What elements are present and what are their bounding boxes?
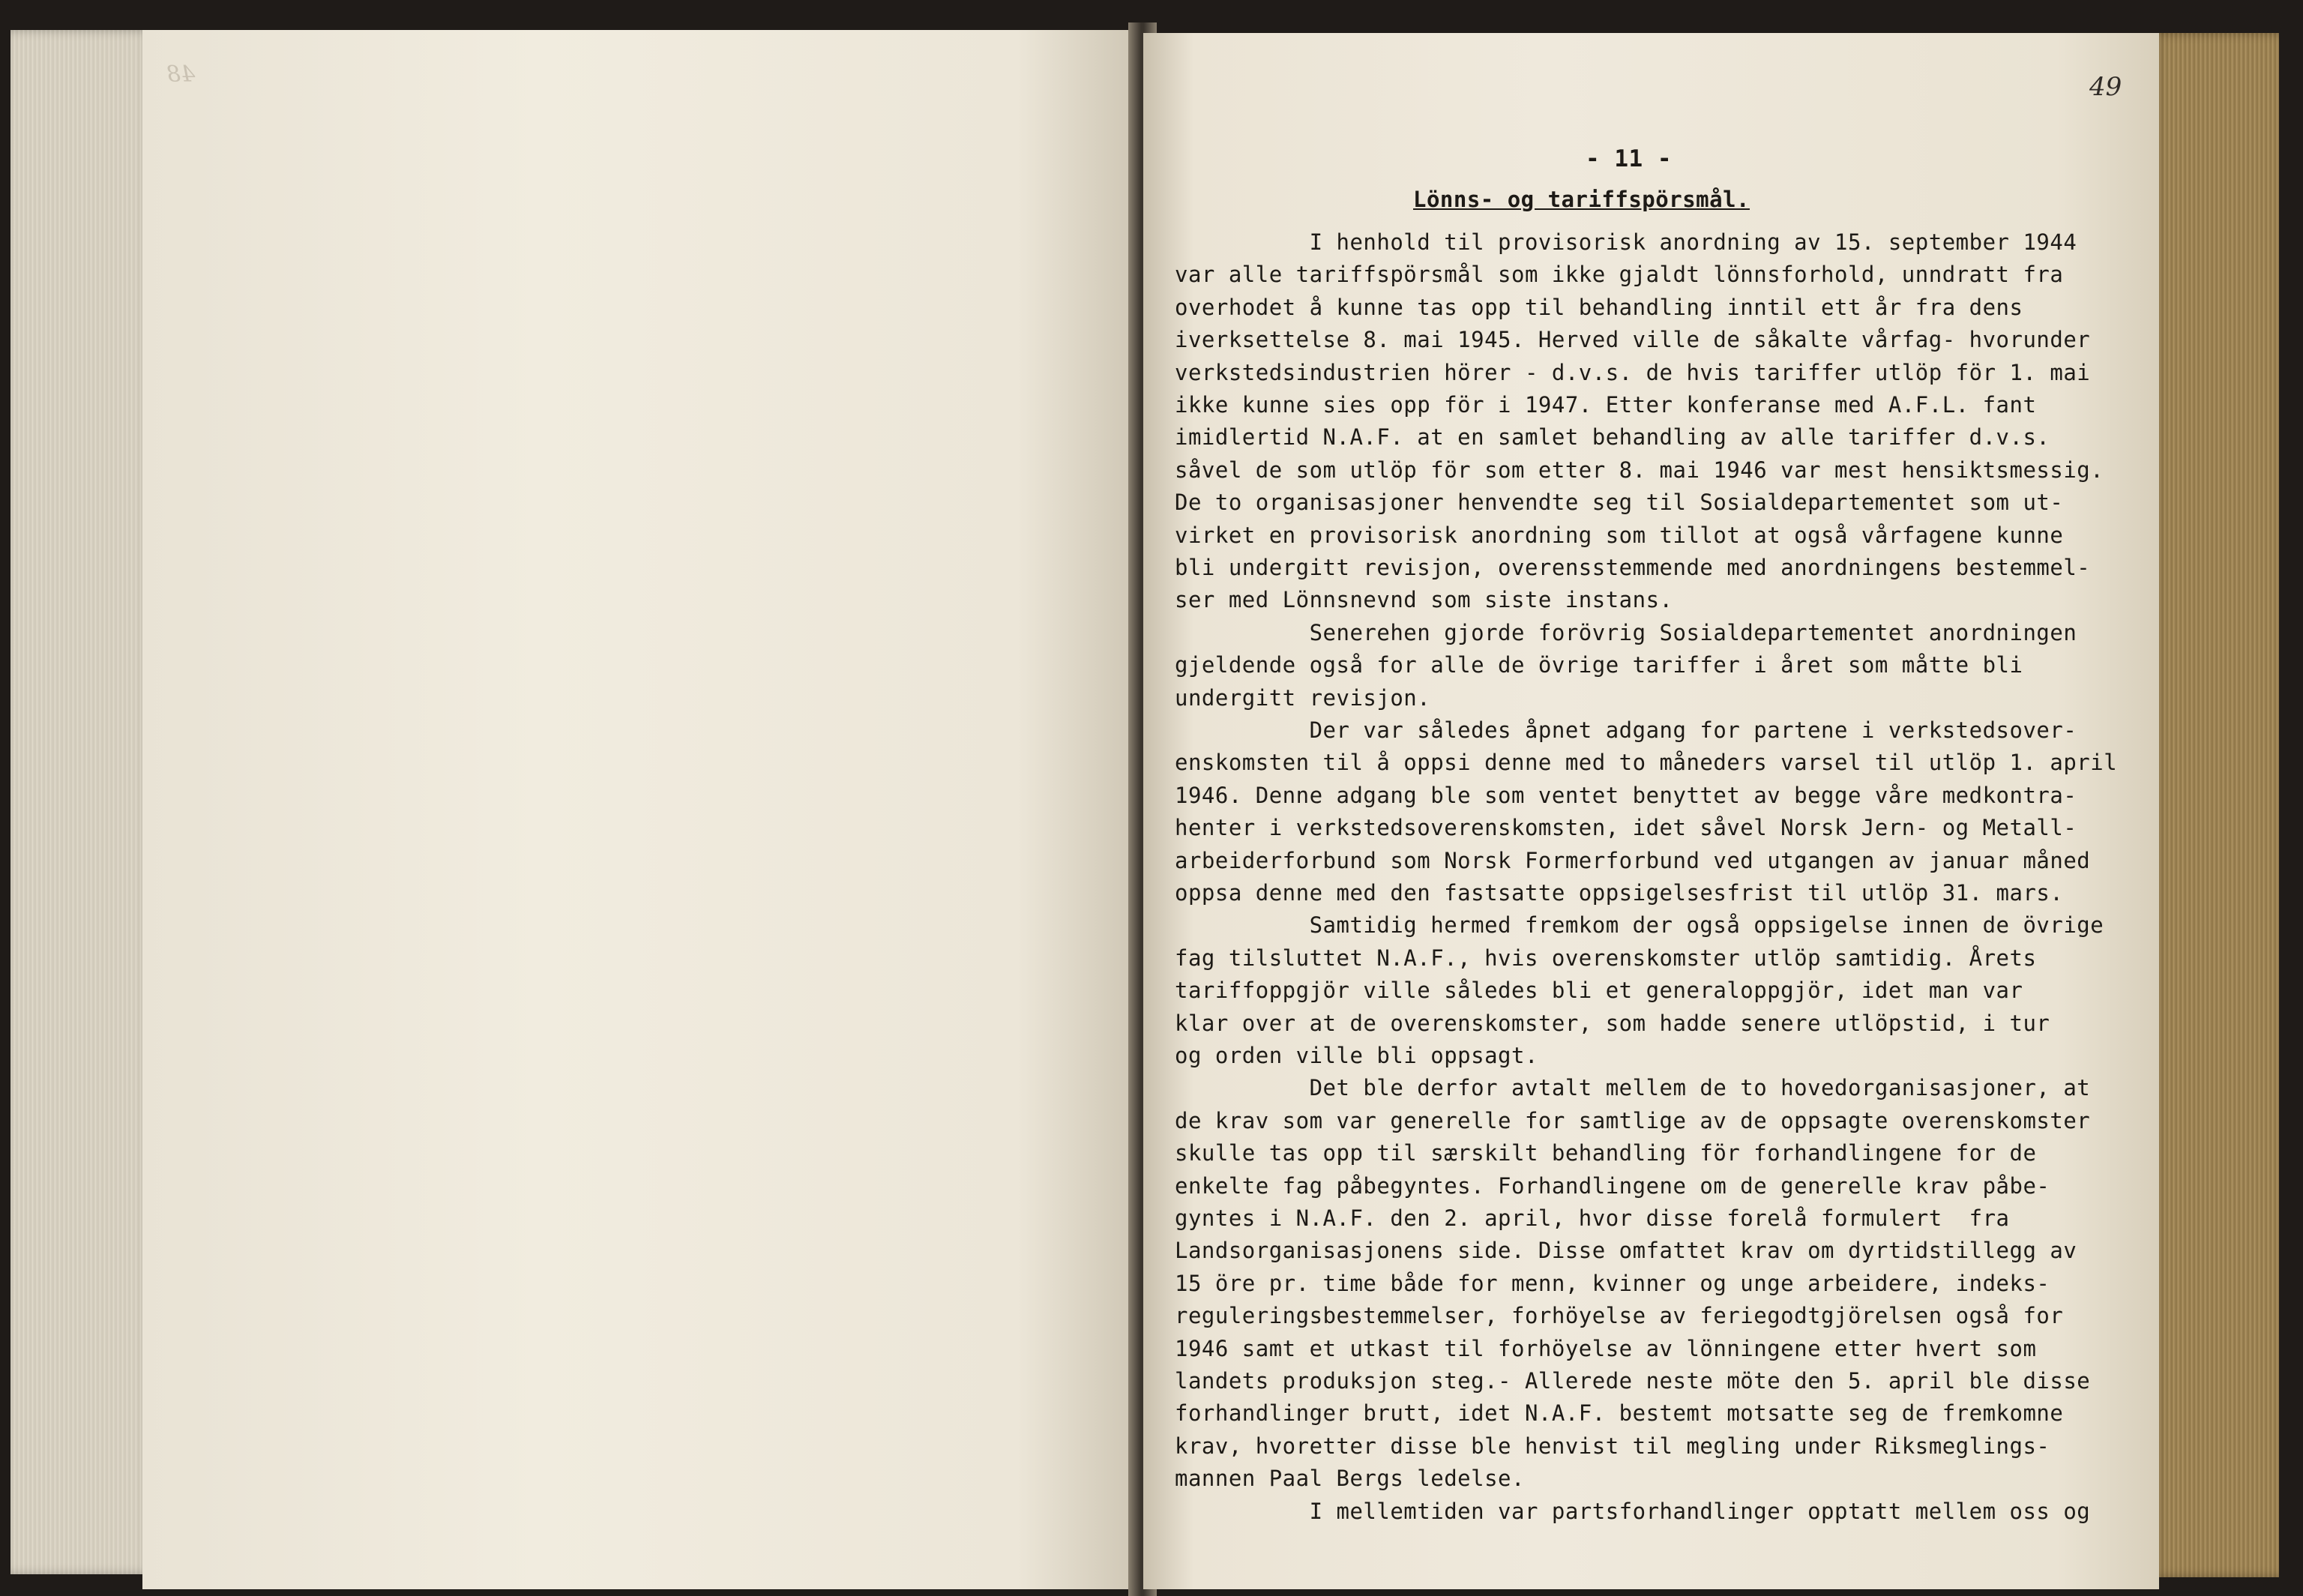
text-line: ser med Lönnsnevnd som siste instans.: [1175, 587, 1673, 613]
text-line: Samtidig hermed fremkom der også oppsigelse innen de övrige: [1175, 912, 2104, 939]
text-line: de krav som var generelle for samtlige av de oppsagte overenskomster: [1175, 1107, 2091, 1133]
left-page-edges: [10, 30, 153, 1574]
text-line: gjeldende også for alle de övrige tariffer i året som måtte bli: [1175, 652, 2023, 678]
text-line: gyntes i N.A.F. den 2. april, hvor disse forelå formulert fra: [1175, 1205, 2010, 1231]
text-line: iverksettelse 8. mai 1945. Herved ville de såkalte vårfag- hvorunder: [1175, 327, 2091, 353]
text-line: overhodet å kunne tas opp til behandling inntil ett år fra dens: [1175, 294, 2023, 320]
text-line: krav, hvoretter disse ble henvist til megling under Riksmeglings-: [1175, 1433, 2050, 1459]
text-line: 1946 samt et utkast til forhöyelse av lönningene etter hvert som: [1175, 1335, 2037, 1361]
text-line: forhandlinger brutt, idet N.A.F. bestemt motsatte seg de fremkomne: [1175, 1400, 2064, 1427]
text-line: fag tilsluttet N.A.F., hvis overenskomster utlöp samtidig. Årets: [1175, 945, 2037, 971]
text-line: oppsa denne med den fastsatte oppsigelsesfrist til utlöp 31. mars.: [1175, 880, 2064, 906]
text-line: I mellemtiden var partsforhandlinger opptatt mellem oss og: [1175, 1498, 2091, 1524]
right-page-edges: [2152, 33, 2279, 1577]
text-line: Der var således åpnet adgang for partene i verkstedsover-: [1175, 717, 2077, 743]
text-line: reguleringsbestemmelser, forhöyelse av feriegodtgjörelsen også for: [1175, 1303, 2064, 1329]
text-line: imidlertid N.A.F. at en samlet behandling av alle tariffer d.v.s.: [1175, 424, 2050, 451]
text-line: Landsorganisasjonens side. Disse omfattet krav om dyrtidstillegg av: [1175, 1238, 2077, 1264]
text-line: bli undergitt revisjon, overensstemmende med anordningens bestemmel-: [1175, 555, 2091, 580]
left-handwritten-page-number: 48: [166, 61, 196, 88]
text-line: Senerehen gjorde forövrig Sosialdepartementet anordningen: [1175, 619, 2077, 645]
text-line: var alle tariffspörsmål som ikke gjaldt lönnsforhold, unndratt fra: [1175, 262, 2064, 288]
text-line: skulle tas opp til særskilt behandling för forhandlingene for de: [1175, 1140, 2037, 1166]
text-line: og orden ville bli oppsagt.: [1175, 1043, 1538, 1068]
right-page: [1143, 33, 2159, 1589]
text-line: 15 öre pr. time både for menn, kvinner og unge arbeidere, indeks-: [1175, 1270, 2050, 1296]
text-line: arbeiderforbund som Norsk Formerforbund ved utgangen av januar måned: [1175, 847, 2091, 873]
text-line: tariffoppgjör ville således bli et generaloppgjör, idet man var: [1175, 978, 2023, 1004]
text-line: Det ble derfor avtalt mellem de to hovedorganisasjoner, at: [1175, 1075, 2091, 1101]
text-line: ikke kunne sies opp för i 1947. Etter konferanse med A.F.L. fant: [1175, 392, 2037, 418]
page-number: - 11 -: [1586, 145, 1672, 172]
text-line: såvel de som utlöp för som etter 8. mai 1946 var mest hensiktsmessig.: [1175, 457, 2104, 483]
text-line: undergitt revisjon.: [1175, 684, 1431, 711]
text-line: I henhold til provisorisk anordning av 15. september 1944: [1175, 229, 2077, 255]
text-line: landets produksjon steg.- Allerede neste möte den 5. april ble disse: [1175, 1368, 2091, 1394]
text-line: enkelte fag påbegyntes. Forhandlingene om de generelle krav påbe-: [1175, 1172, 2050, 1199]
left-page: [142, 30, 1136, 1589]
text-line: mannen Paal Bergs ledelse.: [1175, 1466, 1525, 1492]
text-line: klar over at de overenskomster, som hadde senere utlöpstid, i tur: [1175, 1010, 2050, 1036]
text-line: virket en provisorisk anordning som tillot at også vårfagene kunne: [1175, 522, 2064, 548]
section-heading: Lönns- og tariffspörsmål.: [1413, 187, 1750, 212]
text-line: enskomsten til å oppsi denne med to måneders varsel til utlöp 1. april: [1175, 750, 2118, 776]
text-line: verkstedsindustrien hörer - d.v.s. de hvis tariffer utlöp för 1. mai: [1175, 359, 2091, 385]
handwritten-page-number: 49: [2089, 72, 2122, 102]
text-line: henter i verkstedsoverenskomsten, idet såvel Norsk Jern- og Metall-: [1175, 815, 2077, 841]
text-line: De to organisasjoner henvendte seg til Sosialdepartementet som ut-: [1175, 490, 2064, 516]
text-line: 1946. Denne adgang ble som ventet benyttet av begge våre medkontra-: [1175, 782, 2077, 808]
